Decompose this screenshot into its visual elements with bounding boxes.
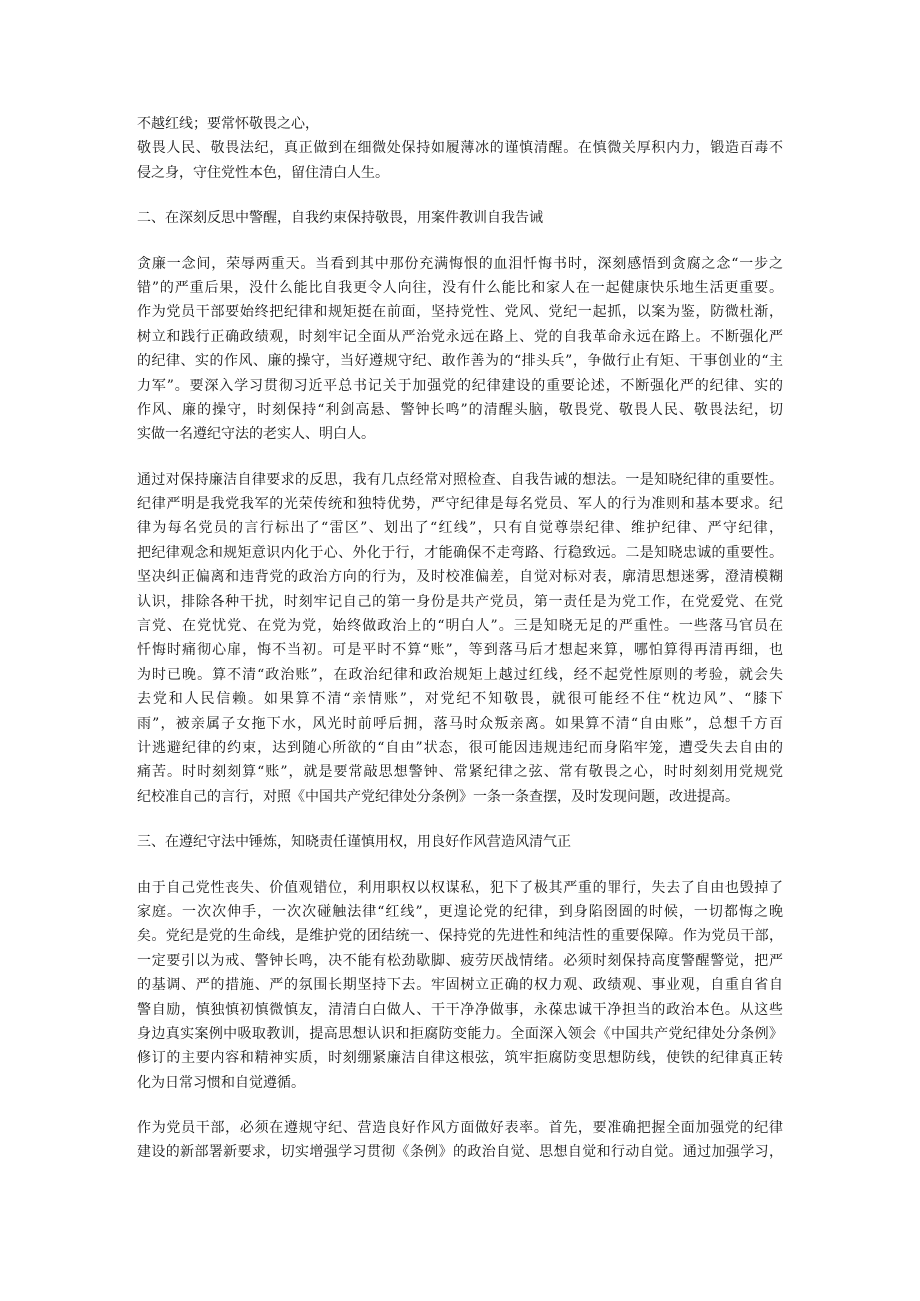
paragraph	[137, 468, 783, 809]
paragraph	[137, 1116, 783, 1165]
section-heading	[137, 830, 783, 854]
text-line: 实做一名遵纪守法的老实人、明白人。	[137, 426, 375, 443]
text-line: 言党、在党忧党、在党为党，始终做政治上的“明白人”。三是知晓无足的严重性。一些落马官员在	[137, 618, 783, 635]
text-line: 的纪律、实的作风、廉的操守，当好遵规守纪、敢作善为的“排头兵”，争做行止有矩、干事创业的“主	[137, 353, 783, 370]
section-heading-text: 三、在遵纪守法中锤炼，知晓责任谨慎用权，用良好作风营造风清气正	[137, 834, 571, 851]
text-line: 把纪律观念和规矩意识内化于心、外化于行，才能确保不走弯路、行稳致远。二是知晓忠诚的重要性。	[137, 544, 783, 561]
text-line: 警自励，慎独慎初慎微慎友，清清白白做人、干干净净做事，永葆忠诚干净担当的政治本色。从这些	[137, 1001, 783, 1018]
text-line: 纪校准自己的言行，对照《中国共产党纪律处分条例》一条一条查摆，及时发现问题，改进提高。	[137, 788, 739, 805]
text-line: 力军”。要深入学习贯彻习近平总书记关于加强党的纪律建设的重要论述，不断强化严的纪律、实的	[137, 377, 783, 394]
text-line: 贪廉一念间，荣辱两重天。当看到其中那份充满悔恨的血泪忏悔书时，深刻感悟到贪腐之念“一步之	[137, 255, 783, 272]
text-line: 雨”，被亲属子女拖下水，风光时前呼后拥，落马时众叛亲离。如果算不清“自由账”，总想千方百	[137, 715, 783, 732]
text-line: 认识，排除各种干扰，时刻牢记自己的第一身份是共产党员，第一责任是为党工作，在党爱党、在党	[137, 593, 783, 610]
text-line: 树立和践行正确政绩观，时刻牢记全面从严治党永远在路上、党的自我革命永远在路上。不断强化严	[137, 328, 783, 345]
paragraph	[137, 876, 783, 1096]
section-heading-text: 二、在深刻反思中警醒，自我约束保持敬畏，用案件教训自我告诫	[137, 210, 543, 227]
text-line: 纪律严明是我党我军的光荣传统和独特优势，严守纪律是每名党员、军人的行为准则和基本要求。纪	[137, 496, 783, 513]
text-line: 去党和人民信赖。如果算不清“亲情账”，对党纪不知敬畏，就很可能经不住“枕边风”、“膝下	[137, 691, 783, 708]
text-line: 作为党员干部，必须在遵规守纪、营造良好作风方面做好表率。首先，要准确把握全面加强党的纪律	[137, 1120, 783, 1137]
text-line: 身边真实案例中吸取教训，提高思想认识和拒腐防变能力。全面深入领会《中国共产党纪律处分条例》	[137, 1025, 783, 1042]
text-line: 坚决纠正偏离和违背党的政治方向的行为，及时校准偏差，自觉对标对表，廓清思想迷雾，澄清模糊	[137, 569, 783, 586]
text-line: 由于自己党性丧失、价值观错位，利用职权以权谋私，犯下了极其严重的罪行，失去了自由也毁掉了	[137, 879, 783, 896]
paragraph	[137, 112, 783, 185]
text-line: 化为日常习惯和自觉遵循。	[137, 1074, 305, 1091]
text-line: 不越红线；要常怀敬畏之心，	[137, 116, 319, 132]
paragraph	[137, 252, 783, 447]
text-line: 矣。党纪是党的生命线，是维护党的团结统一、保持党的先进性和纯洁性的重要保障。作为党员干部，	[137, 928, 783, 945]
text-line: 建设的新部署新要求，切实增强学习贯彻《条例》的政治自觉、思想自觉和行动自觉。通过加强学习，	[137, 1144, 783, 1161]
text-line: 为时已晚。算不清“政治账”，在政治纪律和政治规矩上越过红线，经不起党性原则的考验，就会失	[137, 666, 783, 683]
text-line: 律为每名党员的言行标出了“雷区”、划出了“红线”，只有自觉尊崇纪律、维护纪律、严守纪律，	[137, 520, 783, 537]
text-line: 作风、廉的操守，时刻保持“利剑高悬、警钟长鸣”的清醒头脑，敬畏党、敬畏人民、敬畏法纪，切	[137, 401, 783, 418]
document-body	[137, 112, 783, 1165]
section-heading	[137, 206, 783, 230]
text-line: 通过对保持廉洁自律要求的反思，我有几点经常对照检查、自我告诫的想法。一是知晓纪律的重要性。	[137, 471, 783, 488]
text-line: 的基调、严的措施、严的氛围长期坚持下去。牢固树立正确的权力观、政绩观、事业观，自重自省自	[137, 977, 783, 994]
text-line: 侵之身，守住党性本色，留住清白人生。	[137, 164, 389, 181]
text-line: 敬畏人民、敬畏法纪，真正做到在细微处保持如履薄冰的谨慎清醒。在慎微关厚积内力，锻造百毒不	[137, 140, 783, 157]
text-line: 错”的严重后果，没什么能比自我更令人向往，没有什么能比和家人在一起健康快乐地生活更重要。	[137, 279, 783, 296]
text-line: 家庭。一次次伸手，一次次碰触法律“红线”，更遑论党的纪律，到身陷囹圄的时候，一切都悔之晚	[137, 903, 783, 920]
text-line: 忏悔时痛彻心扉，悔不当初。可是平时不算“账”，等到落马后才想起来算，哪怕算得再清再细，也	[137, 642, 783, 659]
text-line: 计逃避纪律的约束，达到随心所欲的“自由”状态，很可能因违规违纪而身陷牢笼，遭受失去自由的	[137, 739, 783, 756]
text-line: 痛苦。时时刻刻算“账”，就是要常敲思想警钟、常紧纪律之弦、常有敬畏之心，时时刻刻用党规党	[137, 764, 783, 781]
text-line: 作为党员干部要始终把纪律和规矩挺在前面，坚持党性、党风、党纪一起抓，以案为鉴，防微杜渐，	[137, 304, 783, 321]
text-line: 一定要引以为戒、警钟长鸣，决不能有松劲歇脚、疲劳厌战情绪。必须时刻保持高度警醒警觉，把严	[137, 952, 783, 969]
text-line: 修订的主要内容和精神实质，时刻绷紧廉洁自律这根弦，筑牢拒腐防变思想防线，使铁的纪律真正转	[137, 1050, 783, 1067]
